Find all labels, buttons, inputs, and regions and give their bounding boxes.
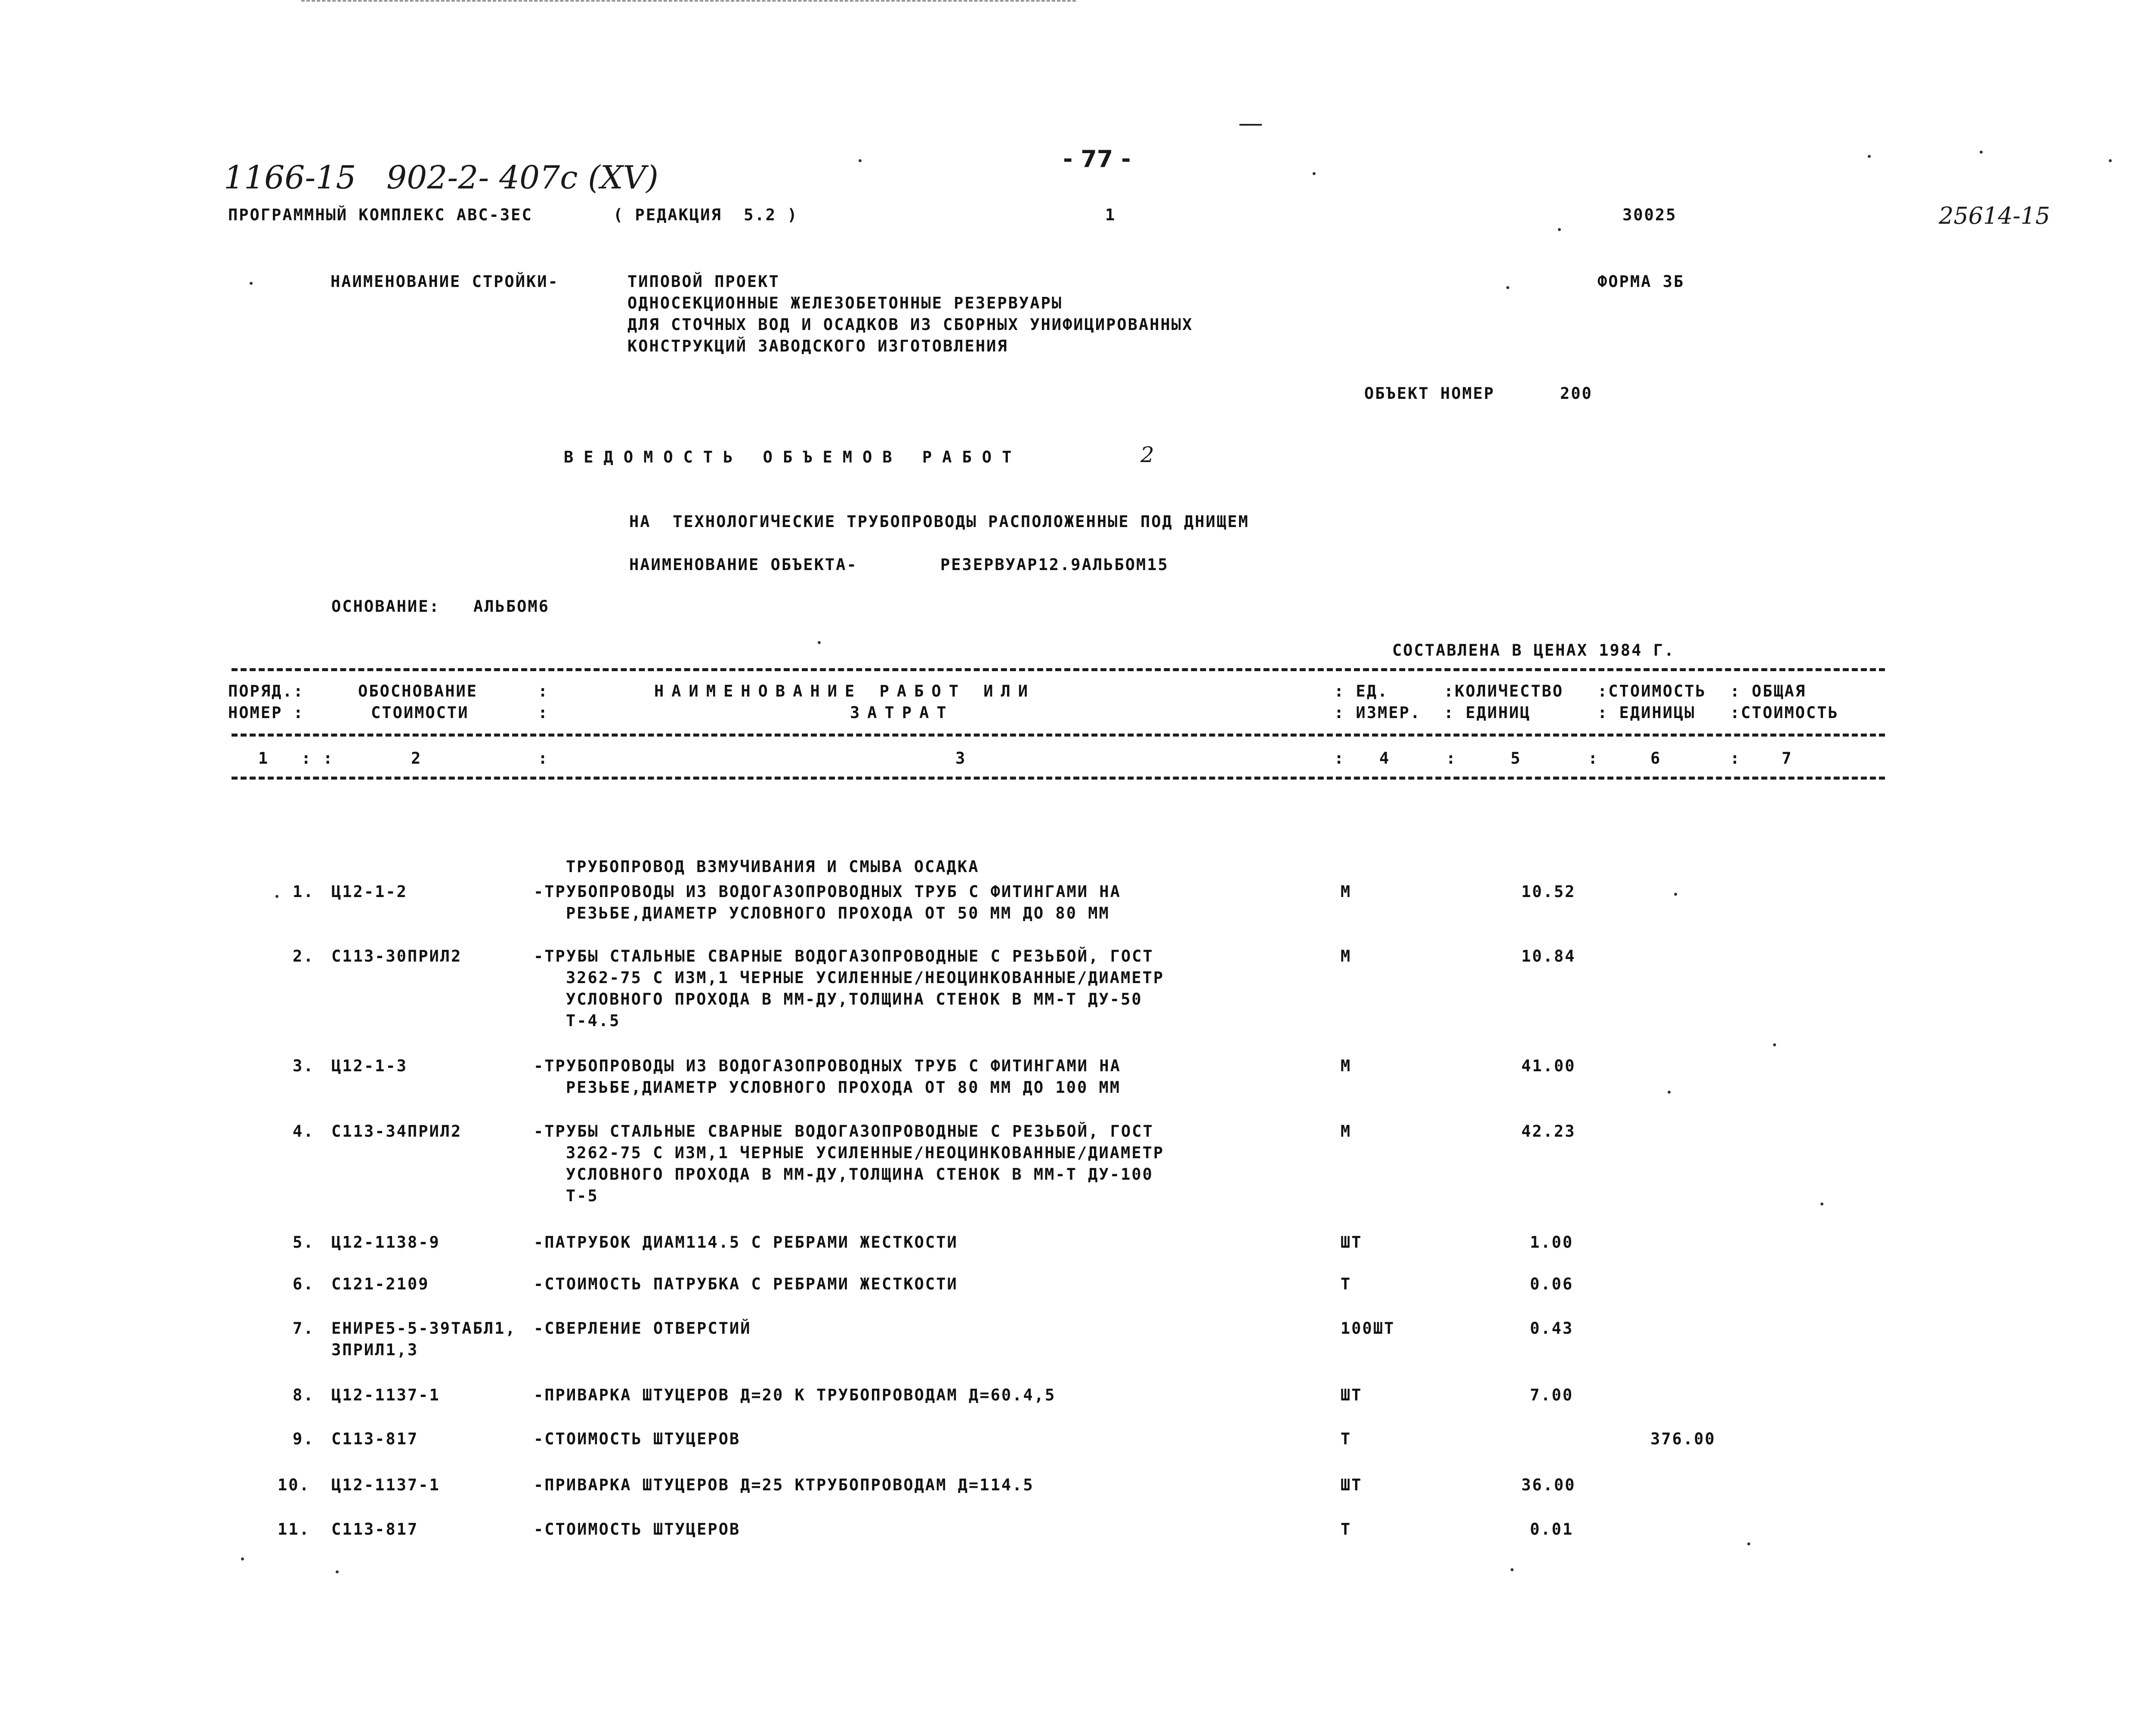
row-2-number: 2. (293, 947, 315, 965)
handwritten-side-code: 25614-15 (1939, 202, 2050, 229)
header-col6-line1: :СТОИМОСТЬ (1597, 682, 1706, 700)
row-1-basis: Ц12-1-2 (331, 882, 408, 901)
row-7-name-1: -СВЕРЛЕНИЕ ОТВЕРСТИЙ (534, 1319, 751, 1338)
scan-speck (1511, 1568, 1514, 1571)
row-3-basis: Ц12-1-3 (331, 1057, 408, 1075)
row-8-number: 8. (293, 1386, 315, 1404)
row-1-qty: 10.52 (1521, 882, 1576, 901)
table-rule-header-bottom (232, 734, 1885, 737)
row-11-qty: 0.01 (1530, 1520, 1574, 1539)
row-11-unit: Т (1341, 1520, 1352, 1539)
row-9-unit: Т (1341, 1430, 1352, 1448)
header-col5-line2: : ЕДИНИЦ (1444, 703, 1531, 722)
row-10-qty: 36.00 (1521, 1476, 1576, 1494)
row-3-name-1: -ТРУБОПРОВОДЫ ИЗ ВОДОГАЗОПРОВОДНЫХ ТРУБ С ФИТИНГАМИ НА (534, 1057, 1121, 1075)
colnum-3: 3 (955, 749, 967, 768)
colnum-sep-2: : (538, 749, 549, 768)
scan-speck (1674, 893, 1677, 896)
row-8-unit: ШТ (1341, 1386, 1363, 1404)
document-title: ВЕДОМОСТЬ ОБЪЕМОВ РАБОТ (564, 448, 1022, 466)
header-col2-line1: ОБОСНОВАНИЕ (358, 682, 478, 700)
row-6-number: 6. (293, 1275, 315, 1293)
colnum-sep-4: : (1446, 749, 1457, 768)
row-5-basis: Ц12-1138-9 (331, 1233, 440, 1252)
row-10-basis: Ц12-1137-1 (331, 1476, 440, 1494)
colnum-7: 7 (1782, 749, 1793, 768)
row-8-name-1: -ПРИВАРКА ШТУЦЕРОВ Д=20 К ТРУБОПРОВОДАМ Д=60.4,5 (534, 1386, 1056, 1404)
header-col1-line2: НОМЕР : (228, 703, 304, 722)
row-9-name-1: -СТОИМОСТЬ ШТУЦЕРОВ (534, 1430, 741, 1448)
header-col4-line1: : ЕД. (1334, 682, 1389, 700)
sheet-number: 1 (1105, 206, 1116, 224)
scan-speck (818, 641, 821, 644)
row-6-unit: Т (1341, 1275, 1352, 1293)
row-5-qty: 1.00 (1530, 1233, 1574, 1252)
page-number: - 77 - (1063, 145, 1131, 173)
row-1-unit: М (1341, 882, 1352, 901)
row-10-unit: ШТ (1341, 1476, 1363, 1494)
object-number-value: 200 (1560, 384, 1593, 403)
row-1-number: 1. (293, 882, 315, 901)
row-1-name-1: -ТРУБОПРОВОДЫ ИЗ ВОДОГАЗОПРОВОДНЫХ ТРУБ С ФИТИНГАМИ НА (534, 882, 1121, 901)
header-col3-line1: НАИМЕНОВАНИЕ РАБОТ ИЛИ (654, 682, 1036, 700)
scan-speck (1868, 155, 1871, 158)
title-number: 2 (1140, 442, 1154, 467)
row-5-number: 5. (293, 1233, 315, 1252)
table-rule-colnums-bottom (232, 777, 1885, 780)
row-6-name-1: -СТОИМОСТЬ ПАТРУБКА С РЕБРАМИ ЖЕСТКОСТИ (534, 1275, 958, 1293)
row-7-basis: ЕНИРЕ5-5-39ТАБЛ1, (331, 1319, 516, 1338)
header-col7-line2: :СТОИМОСТЬ (1730, 703, 1839, 722)
row-11-number: 11. (278, 1520, 310, 1539)
scan-speck (241, 1557, 244, 1560)
row-2-name-1: -ТРУБЫ СТАЛЬНЫЕ СВАРНЫЕ ВОДОГАЗОПРОВОДНЫЕ С РЕЗЬБОЙ, ГОСТ (534, 947, 1154, 965)
row-3-number: 3. (293, 1057, 315, 1075)
header-col5-line1: :КОЛИЧЕСТВО (1444, 682, 1564, 700)
header-col6-line2: : ЕДИНИЦЫ (1597, 703, 1696, 722)
scan-speck (859, 159, 862, 162)
row-4-name-2: 3262-75 С ИЗМ,1 ЧЕРНЫЕ УСИЛЕННЫЕ/НЕОЦИНКОВАННЫЕ/ДИАМЕТР (566, 1144, 1165, 1162)
header-col3-line2: ЗАТРАТ (850, 703, 954, 722)
header-sep-a: : (538, 682, 549, 700)
colnum-sep-3: : (1334, 749, 1345, 768)
scan-speck (250, 282, 253, 285)
row-2-name-2: 3262-75 С ИЗМ,1 ЧЕРНЫЕ УСИЛЕННЫЕ/НЕОЦИНКОВАННЫЕ/ДИАМЕТР (566, 968, 1165, 987)
scan-artifact-mark (1239, 124, 1262, 126)
row-4-basis: С113-34ПРИЛ2 (331, 1122, 462, 1141)
edition: ( РЕДАКЦИЯ 5.2 ) (613, 206, 798, 224)
row-7-basis-2: 3ПРИЛ1,3 (331, 1341, 419, 1359)
row-11-name-1: -СТОИМОСТЬ ШТУЦЕРОВ (534, 1520, 741, 1539)
header-sep-b: : (538, 703, 549, 722)
header-col7-line1: : ОБЩАЯ (1730, 682, 1806, 700)
row-10-number: 10. (278, 1476, 310, 1494)
row-6-qty: 0.06 (1530, 1275, 1574, 1293)
colnum-sep-1: : : (301, 749, 334, 768)
row-4-unit: М (1341, 1122, 1352, 1141)
row-5-unit: ШТ (1341, 1233, 1363, 1252)
scan-speck (1773, 1043, 1776, 1046)
row-8-qty: 7.00 (1530, 1386, 1574, 1404)
object-name-value: РЕЗЕРВУАР12.9АЛЬБОМ15 (940, 555, 1169, 574)
row-10-name-1: -ПРИВАРКА ШТУЦЕРОВ Д=25 КТРУБОПРОВОДАМ Д=114.5 (534, 1476, 1034, 1494)
row-8-basis: Ц12-1137-1 (331, 1386, 440, 1404)
header-col4-line2: : ИЗМЕР. (1334, 703, 1421, 722)
scan-speck (1668, 1091, 1671, 1094)
header-col1-line1: ПОРЯД.: (228, 682, 304, 700)
scan-speck (1747, 1542, 1750, 1545)
handwritten-doc-code: 1166-15 902-2- 407c (XV) (224, 159, 658, 196)
row-3-qty: 41.00 (1521, 1057, 1576, 1075)
row-9-unit-cost: 376.00 (1650, 1430, 1716, 1448)
construction-line-4: КОНСТРУКЦИЙ ЗАВОДСКОГО ИЗГОТОВЛЕНИЯ (627, 337, 1008, 355)
object-name-label: НАИМЕНОВАНИЕ ОБЪЕКТА- (629, 555, 858, 574)
colnum-sep-5: : (1588, 749, 1599, 768)
row-2-name-3: УСЛОВНОГО ПРОХОДА В ММ-ДУ,ТОЛЩИНА СТЕНОК В ММ-Т ДУ-50 (566, 990, 1143, 1008)
row-3-name-2: РЕЗЬБЕ,ДИАМЕТР УСЛОВНОГО ПРОХОДА ОТ 80 ММ ДО 100 ММ (566, 1078, 1121, 1097)
scan-speck (275, 895, 278, 898)
program-name: ПРОГРАММНЫЙ КОМПЛЕКС АВС-ЗЕС (228, 206, 533, 224)
scan-artifact-line (301, 0, 1076, 2)
scan-speck (2109, 159, 2112, 162)
object-number-label: ОБЪЕКТ НОМЕР (1364, 384, 1495, 403)
table-rule-top (232, 668, 1885, 671)
colnum-5: 5 (1511, 749, 1522, 768)
scan-speck (1558, 228, 1561, 231)
row-4-name-3: УСЛОВНОГО ПРОХОДА В ММ-ДУ,ТОЛЩИНА СТЕНОК В ММ-Т ДУ-100 (566, 1165, 1153, 1184)
row-2-qty: 10.84 (1521, 947, 1576, 965)
row-7-unit: 100ШТ (1341, 1319, 1395, 1338)
row-1-name-2: РЕЗЬБЕ,ДИАМЕТР УСЛОВНОГО ПРОХОДА ОТ 50 ММ ДО 80 ММ (566, 904, 1110, 922)
basis-value: АЛЬБОМ6 (473, 597, 550, 616)
row-7-number: 7. (293, 1319, 315, 1338)
row-4-qty: 42.23 (1521, 1122, 1576, 1141)
construction-line-3: ДЛЯ СТОЧНЫХ ВОД И ОСАДКОВ ИЗ СБОРНЫХ УНИФИЦИРОВАННЫХ (627, 315, 1193, 334)
scan-speck (1980, 151, 1983, 154)
row-6-basis: С121-2109 (331, 1275, 429, 1293)
scan-speck (1313, 172, 1316, 175)
row-2-basis: С113-30ПРИЛ2 (331, 947, 462, 965)
row-7-qty: 0.43 (1530, 1319, 1574, 1338)
basis-label: ОСНОВАНИЕ: (331, 597, 440, 616)
header-col2-line2: СТОИМОСТИ (371, 703, 469, 722)
colnum-sep-6: : (1730, 749, 1741, 768)
subtitle: НА ТЕХНОЛОГИЧЕСКИЕ ТРУБОПРОВОДЫ РАСПОЛОЖЕННЫЕ ПОД ДНИЩЕМ (629, 512, 1249, 531)
scan-speck (1506, 286, 1509, 289)
colnum-4: 4 (1379, 749, 1390, 768)
row-4-number: 4. (293, 1122, 315, 1141)
scan-speck (1820, 1203, 1823, 1206)
row-3-unit: М (1341, 1057, 1352, 1075)
colnum-6: 6 (1650, 749, 1662, 768)
document-code: 30025 (1622, 206, 1677, 224)
colnum-2: 2 (411, 749, 422, 768)
prices-note: СОСТАВЛЕНА В ЦЕНАХ 1984 Г. (1392, 641, 1675, 660)
colnum-1: 1 (258, 749, 269, 768)
scan-speck (336, 1570, 339, 1573)
construction-line-2: ОДНОСЕКЦИОННЫЕ ЖЕЛЕЗОБЕТОННЫЕ РЕЗЕРВУАРЫ (627, 294, 1063, 312)
row-11-basis: С113-817 (331, 1520, 419, 1539)
row-4-name-1: -ТРУБЫ СТАЛЬНЫЕ СВАРНЫЕ ВОДОГАЗОПРОВОДНЫЕ С РЕЗЬБОЙ, ГОСТ (534, 1122, 1154, 1141)
row-4-name-4: Т-5 (566, 1187, 599, 1205)
row-9-basis: С113-817 (331, 1430, 419, 1448)
row-5-name-1: -ПАТРУБОК ДИАМ114.5 С РЕБРАМИ ЖЕСТКОСТИ (534, 1233, 958, 1252)
row-2-name-4: Т-4.5 (566, 1011, 621, 1030)
row-9-number: 9. (293, 1430, 315, 1448)
section-title: ТРУБОПРОВОД ВЗМУЧИВАНИЯ И СМЫВА ОСАДКА (566, 857, 979, 876)
construction-label: НАИМЕНОВАНИЕ СТРОЙКИ- (331, 272, 559, 291)
row-2-unit: М (1341, 947, 1352, 965)
construction-line-1: ТИПОВОЙ ПРОЕКТ (627, 272, 780, 291)
form-label: ФОРМА 3Б (1597, 272, 1685, 291)
